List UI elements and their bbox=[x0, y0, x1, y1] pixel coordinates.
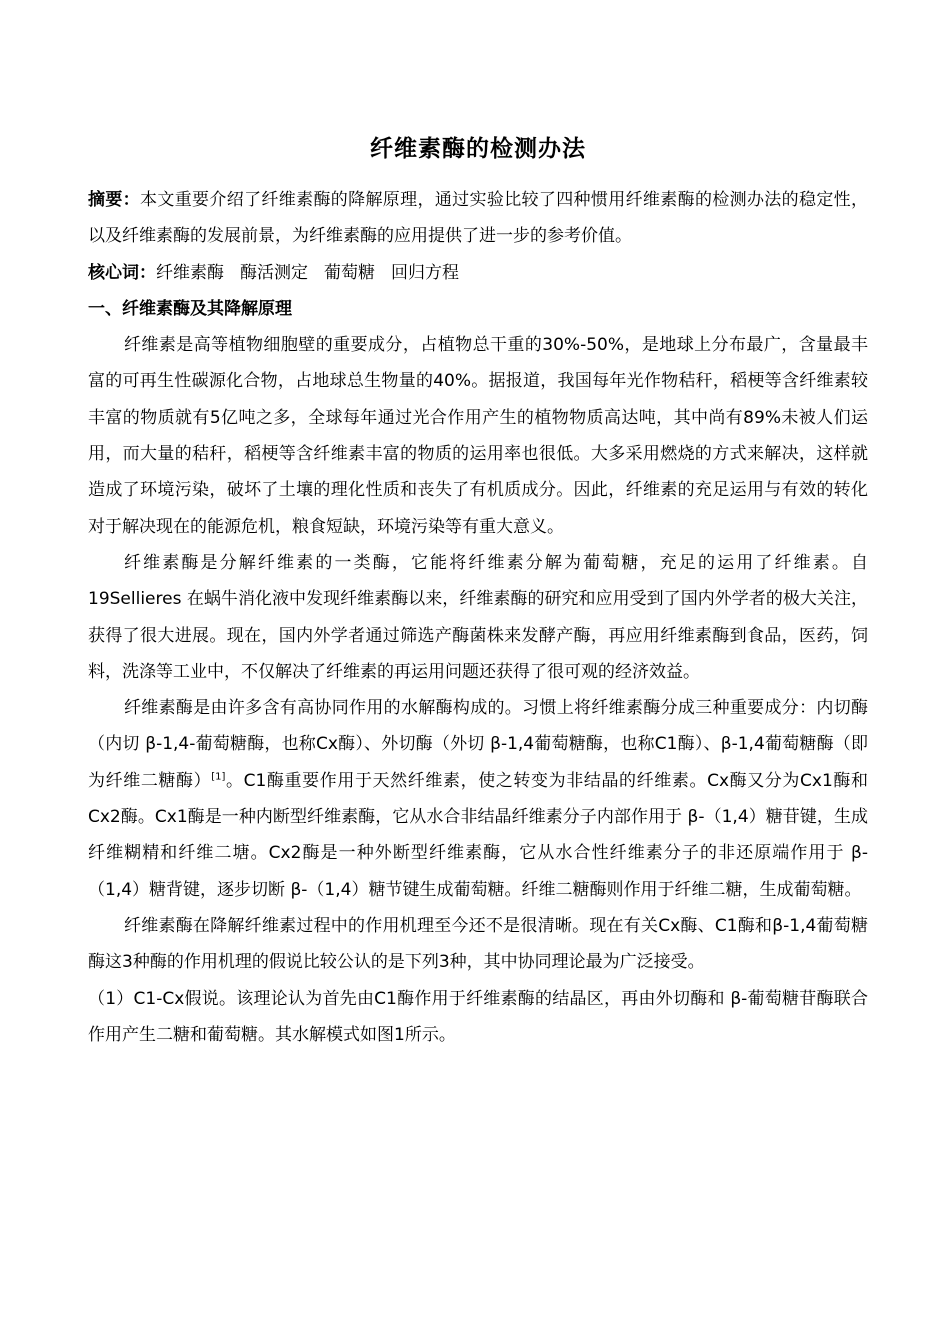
paragraph-1: 纤维素是高等植物细胞壁的重要成分，占植物总干重的30%-50%，是地球上分布最广，含量最丰富的可再生性碳源化合物，占地球总生物量的40%。据报道，我国每年光作物秸秆，稻梗等含纤维素较丰富的物质就有5亿吨之多，全球每年通过光合作用产生的植物物质高达吨，其中尚有89%未被人们运用，而大量的秸秆，稻梗等含纤维素丰富的物质的运用率也很低。大多采用燃烧的方式来解决，这样就造成了环境污染，破坏了土壤的理化性质和丧失了有机质成分。因此，纤维素的充足运用与有效的转化对于解决现在的能源危机，粮食短缺，环境污染等有重大意义。 bbox=[88, 335, 868, 537]
paragraph-4: 纤维素酶在降解纤维素过程中的作用机理至今还不是很清晰。现在有关Cx酶、C1酶和β-1,4葡萄糖酶这3种酶的作用机理的假说比较公认的是下列3种，其中协同理论最为广泛接受。 bbox=[88, 915, 868, 973]
keyword-item: 酶活测定 bbox=[240, 262, 308, 283]
paragraph-3-text-b: 。C1酶重要作用于天然纤维素，使之转变为非结晶的纤维素。Cx酶又分为Cx1酶和Cx2酶。Cx1酶是一种内断型纤维素酶，它从水合非结晶纤维素分子内部作用于 β-（1,4）糖苷键，生成纤维糊精和纤维二塘。Cx2酶是一种外断型纤维素酶，它从水合性纤维素分子的非还原端作用于 β-（1,4）糖背键，逐步切断 β-（1,4）糖节键生成葡萄糖。纤维二糖酶则作用于纤维二糖，生成葡萄糖。 bbox=[88, 770, 868, 900]
citation-ref: [1] bbox=[211, 771, 226, 783]
keywords bbox=[88, 255, 868, 291]
paragraph-3-text-a: 纤维素酶是由许多含有高协同作用的水解酶构成的。习惯上将纤维素酶分成三种重要成分：内切酶（内切 β-1,4-葡萄糖酶，也称Cx酶）、外切酶（外切 β-1,4葡萄糖酶，也称C1酶）、β-1,4葡萄糖酶（即为纤维二糖酶） bbox=[88, 698, 868, 791]
section-heading: 一、纤维素酶及其降解原理 bbox=[88, 298, 292, 319]
paragraph-5: （1）C1-Cx假说。该理论认为首先由C1酶作用于纤维素酶的结晶区，再由外切酶和 β-葡萄糖苷酶联合作用产生二糖和葡萄糖。其水解模式如图1所示。 bbox=[88, 988, 868, 1045]
keyword-item: 葡萄糖 bbox=[324, 262, 375, 283]
document-title: 纤维素酶的检测办法 bbox=[370, 136, 586, 162]
abstract-label: 摘要： bbox=[88, 190, 141, 210]
abstract-text: 本文重要介绍了纤维素酶的降解原理，通过实验比较了四种惯用纤维素酶的检测办法的稳定性，以及纤维素酶的发展前景，为纤维素酶的应用提供了进一步的参考价值。 bbox=[88, 190, 869, 247]
keyword-item: 纤维素酶 bbox=[156, 262, 224, 283]
abstract bbox=[88, 182, 868, 255]
keyword-item: 回归方程 bbox=[391, 262, 459, 283]
document-body bbox=[88, 182, 868, 1053]
keywords-label: 核心词： bbox=[88, 262, 156, 283]
paragraph-2: 纤维素酶是分解纤维素的一类酶，它能将纤维素分解为葡萄糖，充足的运用了纤维素。自19Sellieres 在蜗牛消化液中发现纤维素酶以来，纤维素酶的研究和应用受到了国内外学者的极大关注，获得了很大进展。现在，国内外学者通过筛选产酶菌株来发酵产酶，再应用纤维素酶到食品，医药，饲料，洗涤等工业中，不仅解决了纤维素的再运用问题还获得了很可观的经济效益。 bbox=[88, 552, 868, 682]
paragraph-3 bbox=[88, 690, 868, 908]
